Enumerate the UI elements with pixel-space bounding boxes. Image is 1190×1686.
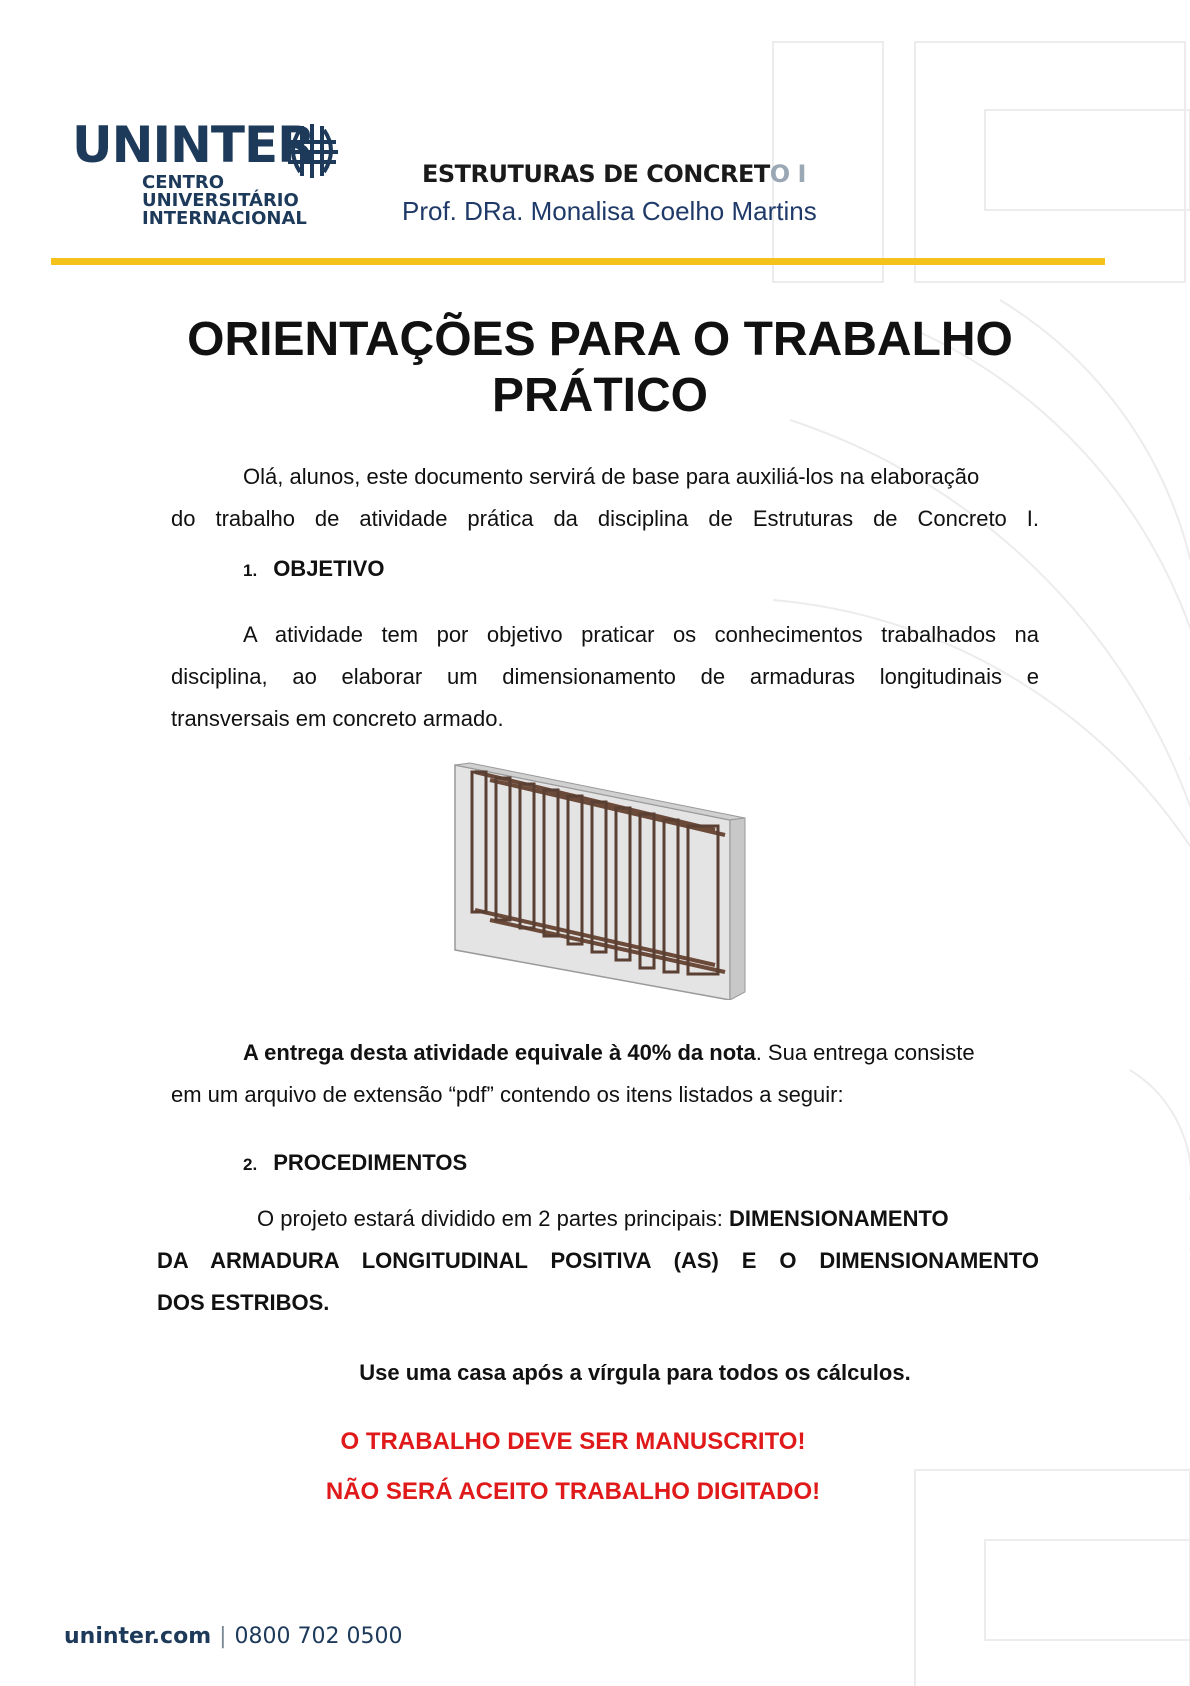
section-2-title: PROCEDIMENTOS xyxy=(273,1150,468,1175)
course-title xyxy=(422,160,806,188)
warning-line-2: NÃO SERÁ ACEITO TRABALHO DIGITADO! xyxy=(325,1478,821,1505)
course-title-main: ESTRUTURAS DE CONCRET xyxy=(422,160,770,188)
logo-sub-line2: UNIVERSITÁRIO xyxy=(142,190,299,211)
professor-name: Prof. DRa. Monalisa Coelho Martins xyxy=(402,196,817,226)
reinforced-beam-illustration xyxy=(450,760,750,1000)
logo-subtitle xyxy=(142,174,307,228)
objetivo-line-3: transversais em concreto armado. xyxy=(171,706,504,731)
logo-wordmark: UNINTER xyxy=(72,116,315,174)
procedimentos-plain-text: O projeto estará dividido em 2 partes principais: xyxy=(257,1206,723,1231)
footer-separator: | xyxy=(219,1624,227,1649)
footer-site-link[interactable]: uninter.com xyxy=(64,1624,212,1649)
section-1-number: 1. xyxy=(243,561,258,580)
footer-phone: 0800 702 0500 xyxy=(234,1624,403,1649)
delivery-line-2: em um arquivo de extensão “pdf” contendo os itens listados a seguir: xyxy=(171,1082,844,1107)
logo-sub-line3: INTERNACIONAL xyxy=(142,208,307,229)
section-1-title: OBJETIVO xyxy=(273,556,385,581)
calculation-note: Use uma casa após a vírgula para todos os cálculos. xyxy=(359,1360,911,1385)
section-procedimentos-heading xyxy=(243,1150,467,1176)
objetivo-line-2: disciplina, ao elaborar um dimensionamento de armaduras longitudinais e xyxy=(171,664,1039,689)
procedimentos-line-2: DA ARMADURA LONGITUDINAL POSITIVA (AS) E O DIMENSIONAMENTO xyxy=(157,1248,1039,1273)
logo-sub-line1: CENTRO xyxy=(142,172,225,193)
procedimentos-line-3: DOS ESTRIBOS. xyxy=(157,1290,330,1315)
header-divider xyxy=(51,258,1105,265)
intro-line-1: Olá, alunos, este documento servirá de base para auxiliá-los na elaboração xyxy=(243,464,980,489)
warning-line-1: O TRABALHO DEVE SER MANUSCRITO! xyxy=(340,1428,806,1455)
procedimentos-line-1 xyxy=(171,1206,1039,1232)
footer-contact xyxy=(64,1624,403,1649)
page-title-line1: ORIENTAÇÕES PARA O TRABALHO xyxy=(187,313,1013,366)
page-title xyxy=(150,312,1050,424)
intro-line-2: do trabalho de atividade prática da disciplina de Estruturas de Concreto I. xyxy=(171,506,1039,531)
section-2-number: 2. xyxy=(243,1155,258,1174)
procedimentos-bold-text: DIMENSIONAMENTO xyxy=(729,1206,949,1231)
section-objetivo-heading xyxy=(243,556,384,582)
course-title-tail: O I xyxy=(769,160,806,188)
delivery-line-1 xyxy=(171,1040,1039,1066)
delivery-rest-text: . Sua entrega consiste xyxy=(755,1040,975,1065)
uninter-logo xyxy=(72,118,372,238)
delivery-bold-text: A entrega desta atividade equivale à 40% da nota xyxy=(243,1040,756,1065)
globe-grid-icon xyxy=(278,120,346,182)
page-title-line2: PRÁTICO xyxy=(492,369,708,422)
objetivo-line-1: A atividade tem por objetivo praticar os conhecimentos trabalhados na xyxy=(243,622,1039,647)
